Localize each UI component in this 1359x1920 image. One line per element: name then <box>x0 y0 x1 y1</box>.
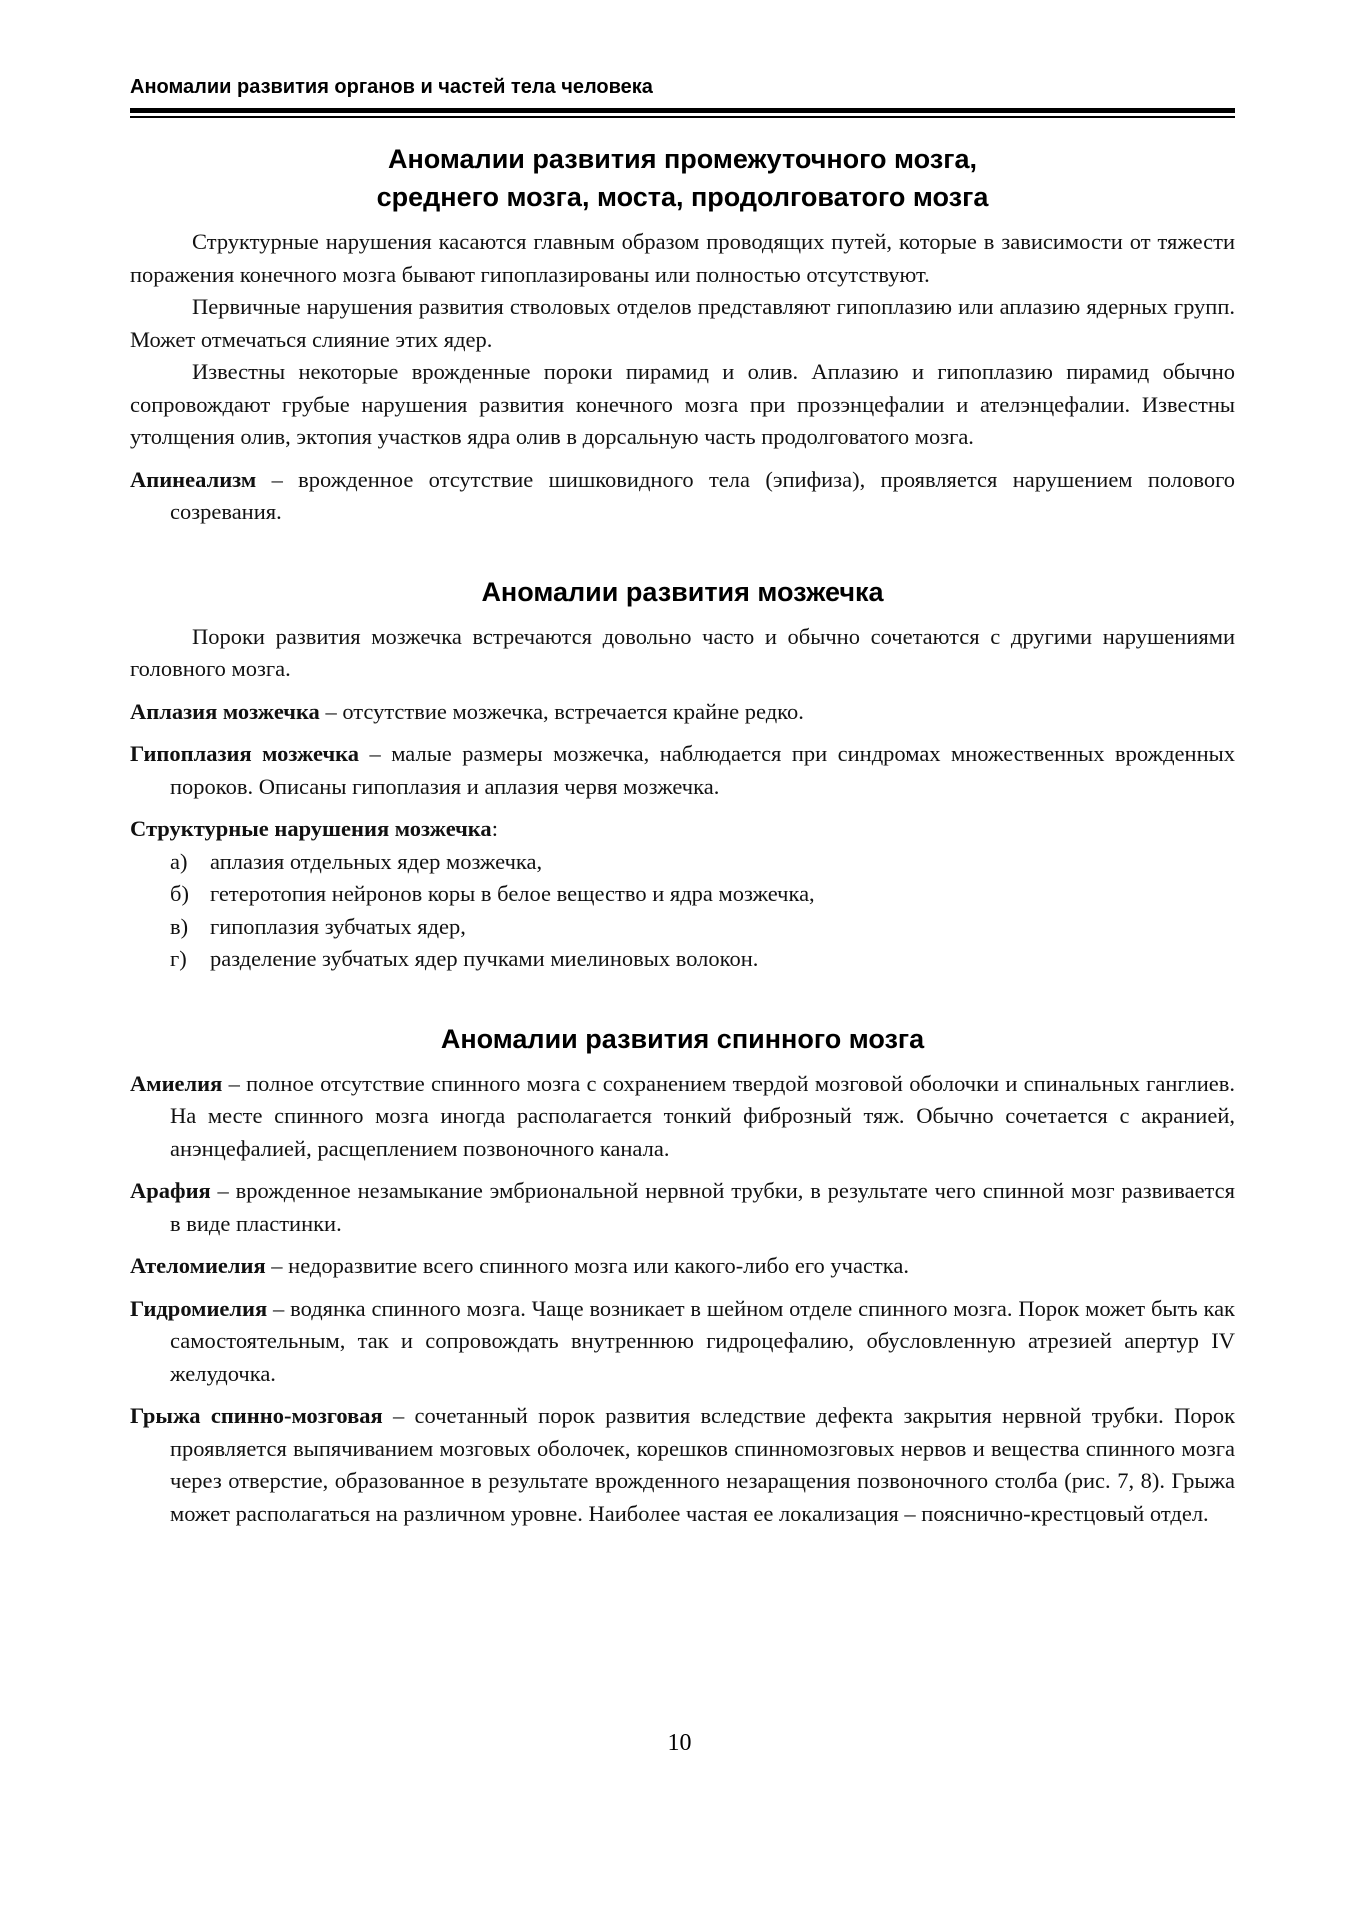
list-item-text: гипоплазия зубчатых ядер, <box>210 913 466 939</box>
list-heading-suffix: : <box>491 816 498 841</box>
running-head: Аномалии развития органов и частей тела человека <box>130 76 653 98</box>
section-title-cerebellum: Аномалии развития мозжечка <box>481 576 884 607</box>
definition-text: – малые размеры мозжечка, наблюдается при синдромах множественных врожденных пороков. Описаны гипоплазия и аплазия червя мозжечка. <box>170 741 1235 799</box>
definition-text: – сочетанный порок развития вследствие дефекта закрытия нервной трубки. Порок проявляется выпячиванием мозговых оболочек, корешков спинномозговых нервов и вещества спинного мозга через отверстие, образованное в результате врожденного незаращения позвоночного столба (рис. 7, 8). Грыжа может располагаться на различном уровне. Наиболее частая ее локализация – пояснично-крестцовый отдел. <box>170 1403 1235 1526</box>
definition-term: Ателомиелия <box>130 1253 266 1278</box>
definition-term: Апинеализм <box>130 466 257 492</box>
list-item <box>170 943 1235 976</box>
list-item-text: гетеротопия нейронов коры в белое вещество и ядра мозжечка, <box>210 881 815 906</box>
paragraph: Первичные нарушения развития стволовых отделов представляют гипоплазию или аплазию ядерных групп. Может отмечаться слияние этих ядер. <box>130 294 1235 352</box>
paragraph: Известны некоторые врожденные пороки пирамид и олив. Аплазию и гипоплазию пирамид обычно сопровождают грубые нарушения развития конечного мозга при прозэнцефалии и ателэнцефалии. Известны утолщения олив, эктопия участков ядра олив в дорсальную часть продолговатого мозга. <box>130 359 1235 449</box>
definition-term: Амиелия <box>130 1070 223 1096</box>
definition-amyelia <box>130 1068 1235 1166</box>
definition-text: – отсутствие мозжечка, встречается крайне редко. <box>319 698 804 724</box>
list-marker: г) <box>170 946 187 971</box>
definition-cerebellar-hypoplasia <box>130 738 1235 803</box>
definition-text: – врожденное незамыкание эмбриональной нервной трубки, в результате чего спинной мозг развивается в виде пластинки. <box>170 1178 1235 1236</box>
definition-term: Гидромиелия <box>130 1295 268 1321</box>
list-marker: б) <box>170 881 189 906</box>
page-content <box>130 140 1235 1530</box>
definition-term: Гипоплазия мозжечка <box>130 741 360 766</box>
list-heading-term: Структурные нарушения мозжечка <box>130 816 492 841</box>
list-heading <box>130 813 1235 846</box>
section-title-line: среднего мозга, моста, продолговатого мозга <box>376 182 989 212</box>
paragraph: Пороки развития мозжечка встречаются довольно часто и обычно сочетаются с другими нарушениями головного мозга. <box>130 623 1235 681</box>
definition-text: – водянка спинного мозга. Чаще возникает в шейном отделе спинного мозга. Порок может быть как самостоятельным, так и сопровождать внутреннюю гидроцефалию, обусловленную атрезией апертур IV желудочка. <box>170 1295 1235 1386</box>
definition-text: – полное отсутствие спинного мозга с сохранением твердой мозговой оболочки и спинальных ганглиев. На месте спинного мозга иногда располагается тонкий фиброзный тяж. Обычно сочетается с акранией, анэнцефалией, расщеплением позвоночного канала. <box>170 1070 1235 1161</box>
page-number: 10 <box>667 1730 692 1756</box>
definition-text: – недоразвитие всего спинного мозга или какого-либо его участка. <box>265 1253 909 1278</box>
structural-disorders-list <box>130 846 1235 976</box>
definition-apinealism <box>130 464 1235 529</box>
list-item-text: аплазия отдельных ядер мозжечка, <box>210 848 543 874</box>
section-title-line: Аномалии развития промежуточного мозга, <box>387 144 977 174</box>
list-marker: а) <box>170 848 188 874</box>
definition-hydromyelia <box>130 1293 1235 1391</box>
list-item-text: разделение зубчатых ядер пучками миелиновых волокон. <box>210 946 759 971</box>
definition-cerebellar-aplasia <box>130 696 1235 729</box>
definition-text: – врожденное отсутствие шишковидного тела (эпифиза), проявляется нарушением полового созревания. <box>170 466 1235 524</box>
header-rule-thick <box>130 108 1235 113</box>
list-item <box>170 878 1235 911</box>
header-rule-thin <box>130 116 1235 118</box>
definition-araphia <box>130 1175 1235 1240</box>
section-title-spinal-cord: Аномалии развития спинного мозга <box>440 1023 925 1054</box>
list-marker: в) <box>170 913 189 939</box>
list-item <box>170 911 1235 944</box>
definition-term: Аплазия мозжечка <box>130 698 320 724</box>
list-item <box>170 846 1235 879</box>
definition-term: Арафия <box>130 1178 211 1203</box>
definition-term: Грыжа спинно-мозговая <box>130 1403 383 1428</box>
paragraph: Структурные нарушения касаются главным образом проводящих путей, которые в зависимости от тяжести поражения конечного мозга бывают гипоплазированы или полностью отсутствуют. <box>130 229 1235 287</box>
definition-atelomyelia <box>130 1250 1235 1283</box>
section-title-diencephalon <box>130 140 1235 216</box>
definition-spina-bifida-hernia <box>130 1400 1235 1530</box>
